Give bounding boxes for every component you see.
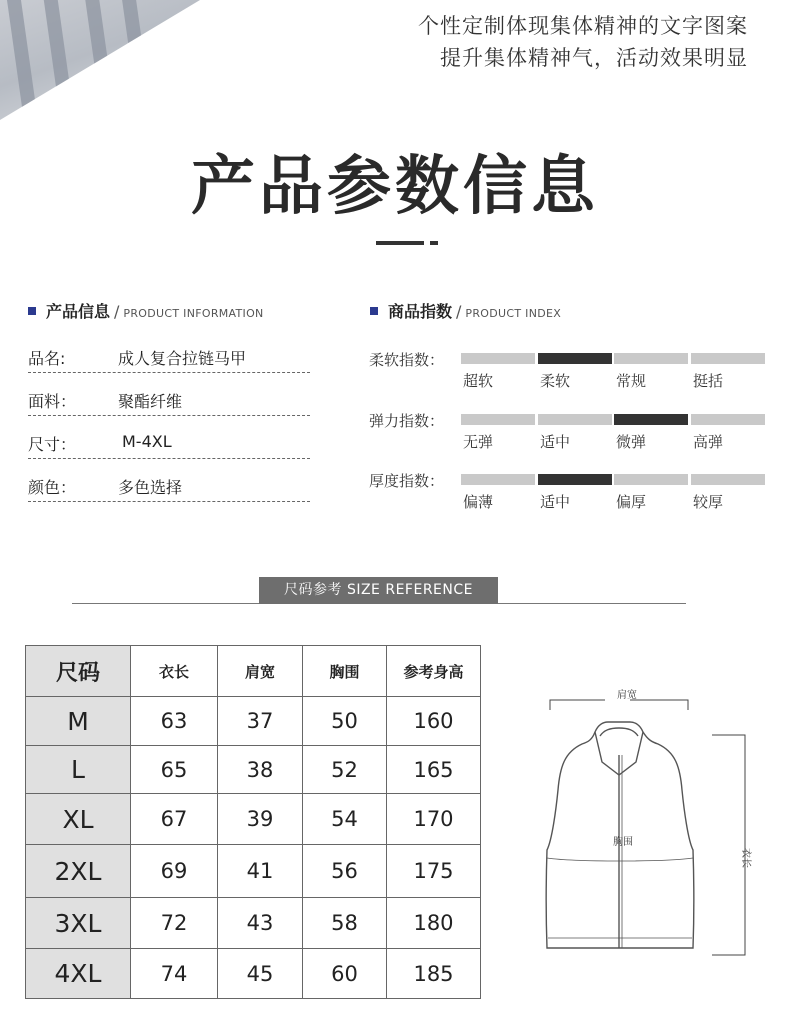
measure-cell: 38 bbox=[218, 746, 303, 794]
info-row-size bbox=[28, 432, 310, 459]
size-cell: 4XL bbox=[26, 949, 131, 999]
info-row-name bbox=[28, 346, 310, 373]
tagline-line-1: 个性定制体现集体精神的文字图案 bbox=[418, 14, 748, 38]
info-value: 成人复合拉链马甲 bbox=[118, 349, 247, 368]
product-index-heading: 商品指数 / PRODUCT INDEX bbox=[370, 299, 561, 322]
index-bar bbox=[614, 353, 688, 364]
measure-cell: 160 bbox=[387, 697, 481, 746]
index-option-label: 较厚 bbox=[693, 493, 724, 511]
index-option-label: 微弹 bbox=[616, 433, 647, 451]
page-title: 产品参数信息 bbox=[191, 150, 599, 224]
size-cell: 2XL bbox=[26, 845, 131, 898]
index-option-label: 常规 bbox=[616, 372, 647, 390]
header-length: 衣长 bbox=[131, 646, 218, 697]
size-cell: XL bbox=[26, 794, 131, 845]
size-cell: L bbox=[26, 746, 131, 794]
index-bar-selected bbox=[614, 414, 688, 425]
vest-drawing bbox=[546, 722, 694, 948]
title-divider-dot bbox=[430, 241, 438, 245]
info-row-fabric bbox=[28, 389, 310, 416]
header-chest: 胸围 bbox=[303, 646, 387, 697]
measure-cell: 63 bbox=[131, 697, 218, 746]
info-label: 品名: bbox=[28, 349, 66, 368]
size-cell: 3XL bbox=[26, 898, 131, 949]
index-bar bbox=[538, 414, 612, 425]
product-info-heading: 产品信息 / PRODUCT INFORMATION bbox=[28, 299, 264, 322]
index-label: 柔软指数： bbox=[369, 351, 445, 369]
size-reference-heading: 尺码参考 SIZE REFERENCE bbox=[259, 577, 498, 604]
header-photo-corner bbox=[0, 0, 200, 120]
index-bar-selected bbox=[538, 353, 612, 364]
table-row bbox=[26, 845, 481, 898]
info-value: M-4XL bbox=[122, 432, 172, 451]
index-bar bbox=[461, 474, 535, 485]
title-divider bbox=[376, 241, 424, 245]
info-label: 面料： bbox=[28, 392, 77, 411]
measure-cell: 54 bbox=[303, 794, 387, 845]
bullet-square-icon bbox=[370, 307, 378, 315]
info-label: 尺寸： bbox=[28, 435, 77, 454]
measure-cell: 52 bbox=[303, 746, 387, 794]
size-table-header bbox=[26, 646, 481, 697]
index-bar bbox=[691, 353, 765, 364]
header-size: 尺码 bbox=[26, 646, 131, 697]
index-bar bbox=[461, 353, 535, 364]
index-option-label: 偏厚 bbox=[616, 493, 647, 511]
measure-cell: 175 bbox=[387, 845, 481, 898]
measure-cell: 58 bbox=[303, 898, 387, 949]
measure-cell: 170 bbox=[387, 794, 481, 845]
length-label: 衣长 bbox=[740, 848, 751, 868]
index-bar bbox=[461, 414, 535, 425]
header-shoulder: 肩宽 bbox=[218, 646, 303, 697]
measure-cell: 72 bbox=[131, 898, 218, 949]
index-option-label: 挺括 bbox=[693, 372, 724, 390]
index-option-label: 适中 bbox=[540, 493, 571, 511]
measure-cell: 39 bbox=[218, 794, 303, 845]
index-option-label: 无弹 bbox=[463, 433, 494, 451]
measure-cell: 41 bbox=[218, 845, 303, 898]
index-label: 厚度指数： bbox=[369, 472, 445, 490]
chest-label: 胸围 bbox=[613, 837, 633, 848]
index-bar bbox=[614, 474, 688, 485]
measure-cell: 50 bbox=[303, 697, 387, 746]
bullet-square-icon bbox=[28, 307, 36, 315]
measure-cell: 185 bbox=[387, 949, 481, 999]
measure-cell: 43 bbox=[218, 898, 303, 949]
vest-measurement-diagram bbox=[530, 680, 780, 970]
measure-cell: 180 bbox=[387, 898, 481, 949]
index-option-label: 高弹 bbox=[693, 433, 724, 451]
measure-cell: 69 bbox=[131, 845, 218, 898]
measure-cell: 65 bbox=[131, 746, 218, 794]
index-option-label: 超软 bbox=[463, 372, 494, 390]
index-bar bbox=[691, 414, 765, 425]
table-row bbox=[26, 746, 481, 794]
shoulder-label: 肩宽 bbox=[617, 690, 637, 701]
measure-cell: 37 bbox=[218, 697, 303, 746]
table-row bbox=[26, 794, 481, 845]
tagline bbox=[418, 10, 748, 74]
measure-cell: 56 bbox=[303, 845, 387, 898]
measure-cell: 165 bbox=[387, 746, 481, 794]
table-row bbox=[26, 949, 481, 999]
index-bar bbox=[691, 474, 765, 485]
tagline-line-2: 提升集体精神气，活动效果明显 bbox=[440, 46, 748, 70]
info-row-color bbox=[28, 475, 310, 502]
measure-cell: 45 bbox=[218, 949, 303, 999]
index-label: 弹力指数： bbox=[369, 412, 445, 430]
index-option-label: 柔软 bbox=[540, 372, 571, 390]
info-label: 颜色： bbox=[28, 478, 77, 497]
table-row bbox=[26, 697, 481, 746]
measure-cell: 74 bbox=[131, 949, 218, 999]
info-value: 多色选择 bbox=[118, 478, 183, 497]
size-table bbox=[25, 645, 481, 999]
measure-cell: 60 bbox=[303, 949, 387, 999]
header-height: 参考身高 bbox=[387, 646, 481, 697]
table-row bbox=[26, 898, 481, 949]
measure-cell: 67 bbox=[131, 794, 218, 845]
size-cell: M bbox=[26, 697, 131, 746]
index-option-label: 偏薄 bbox=[463, 493, 494, 511]
info-value: 聚酯纤维 bbox=[118, 392, 183, 411]
index-option-label: 适中 bbox=[540, 433, 571, 451]
index-bar-selected bbox=[538, 474, 612, 485]
